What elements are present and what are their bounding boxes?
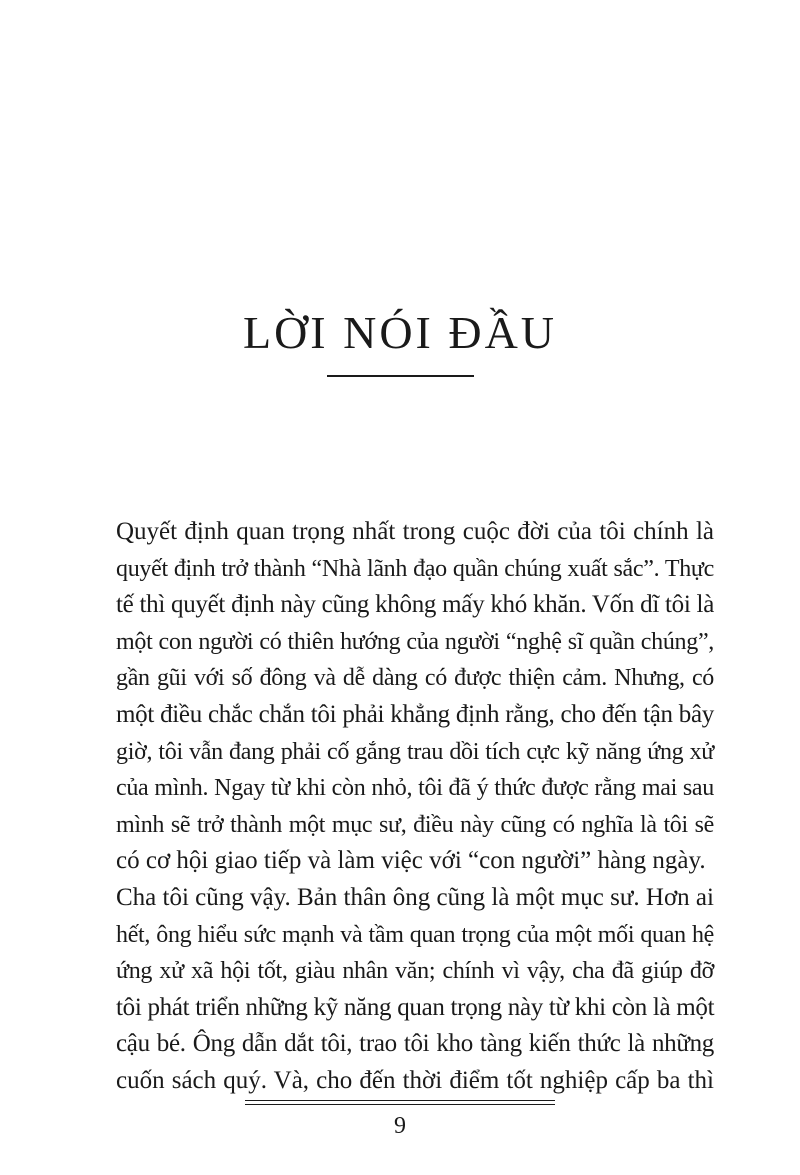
text-line: một điều chắc chắn tôi phải khẳng định rằng, cho đến tận bây [116, 700, 714, 728]
text-line: của mình. Ngay từ khi còn nhỏ, tôi đã ý thức được rằng mai sau [116, 775, 714, 802]
text-line: tế thì quyết định này cũng không mấy khó khăn. Vốn dĩ tôi là [116, 591, 714, 619]
title-underline [327, 375, 474, 377]
text-line: một con người có thiên hướng của người “nghệ sĩ quần chúng”, [116, 628, 714, 655]
text-line: giờ, tôi vẫn đang phải cố gắng trau dồi tích cực kỹ năng ứng xử [116, 738, 714, 765]
text-line: hết, ông hiểu sức mạnh và tầm quan trọng của một mối quan hệ [116, 921, 714, 948]
page-number: 9 [394, 1113, 406, 1139]
text-line: cuốn sách quý. Và, cho đến thời điểm tốt nghiệp cấp ba thì [116, 1066, 714, 1094]
footer-rule-bottom [245, 1104, 555, 1105]
text-line: quyết định trở thành “Nhà lãnh đạo quần chúng xuất sắc”. Thực [116, 555, 714, 582]
text-line: tôi phát triển những kỹ năng quan trọng này từ khi còn là một [116, 993, 715, 1021]
text-line: Cha tôi cũng vậy. Bản thân ông cũng là một mục sư. Hơn ai [116, 883, 714, 911]
body-text [116, 514, 714, 1100]
text-line: cậu bé. Ông dẫn dắt tôi, trao tôi kho tàng kiến thức là những [116, 1030, 714, 1058]
chapter-title: LỜI NÓI ĐẦU [242, 307, 558, 358]
text-line: có cơ hội giao tiếp và làm việc với “con người” hàng ngày. [116, 847, 706, 875]
text-line: Quyết định quan trọng nhất trong cuộc đời của tôi chính là [116, 518, 714, 545]
footer-rule-top [245, 1100, 555, 1101]
text-line: mình sẽ trở thành một mục sư, điều này cũng có nghĩa là tôi sẽ [116, 811, 714, 838]
text-line: ứng xử xã hội tốt, giàu nhân văn; chính vì vậy, cha đã giúp đỡ [116, 958, 714, 985]
text-line: gần gũi với số đông và dễ dàng có được thiện cảm. Nhưng, có [116, 665, 714, 692]
